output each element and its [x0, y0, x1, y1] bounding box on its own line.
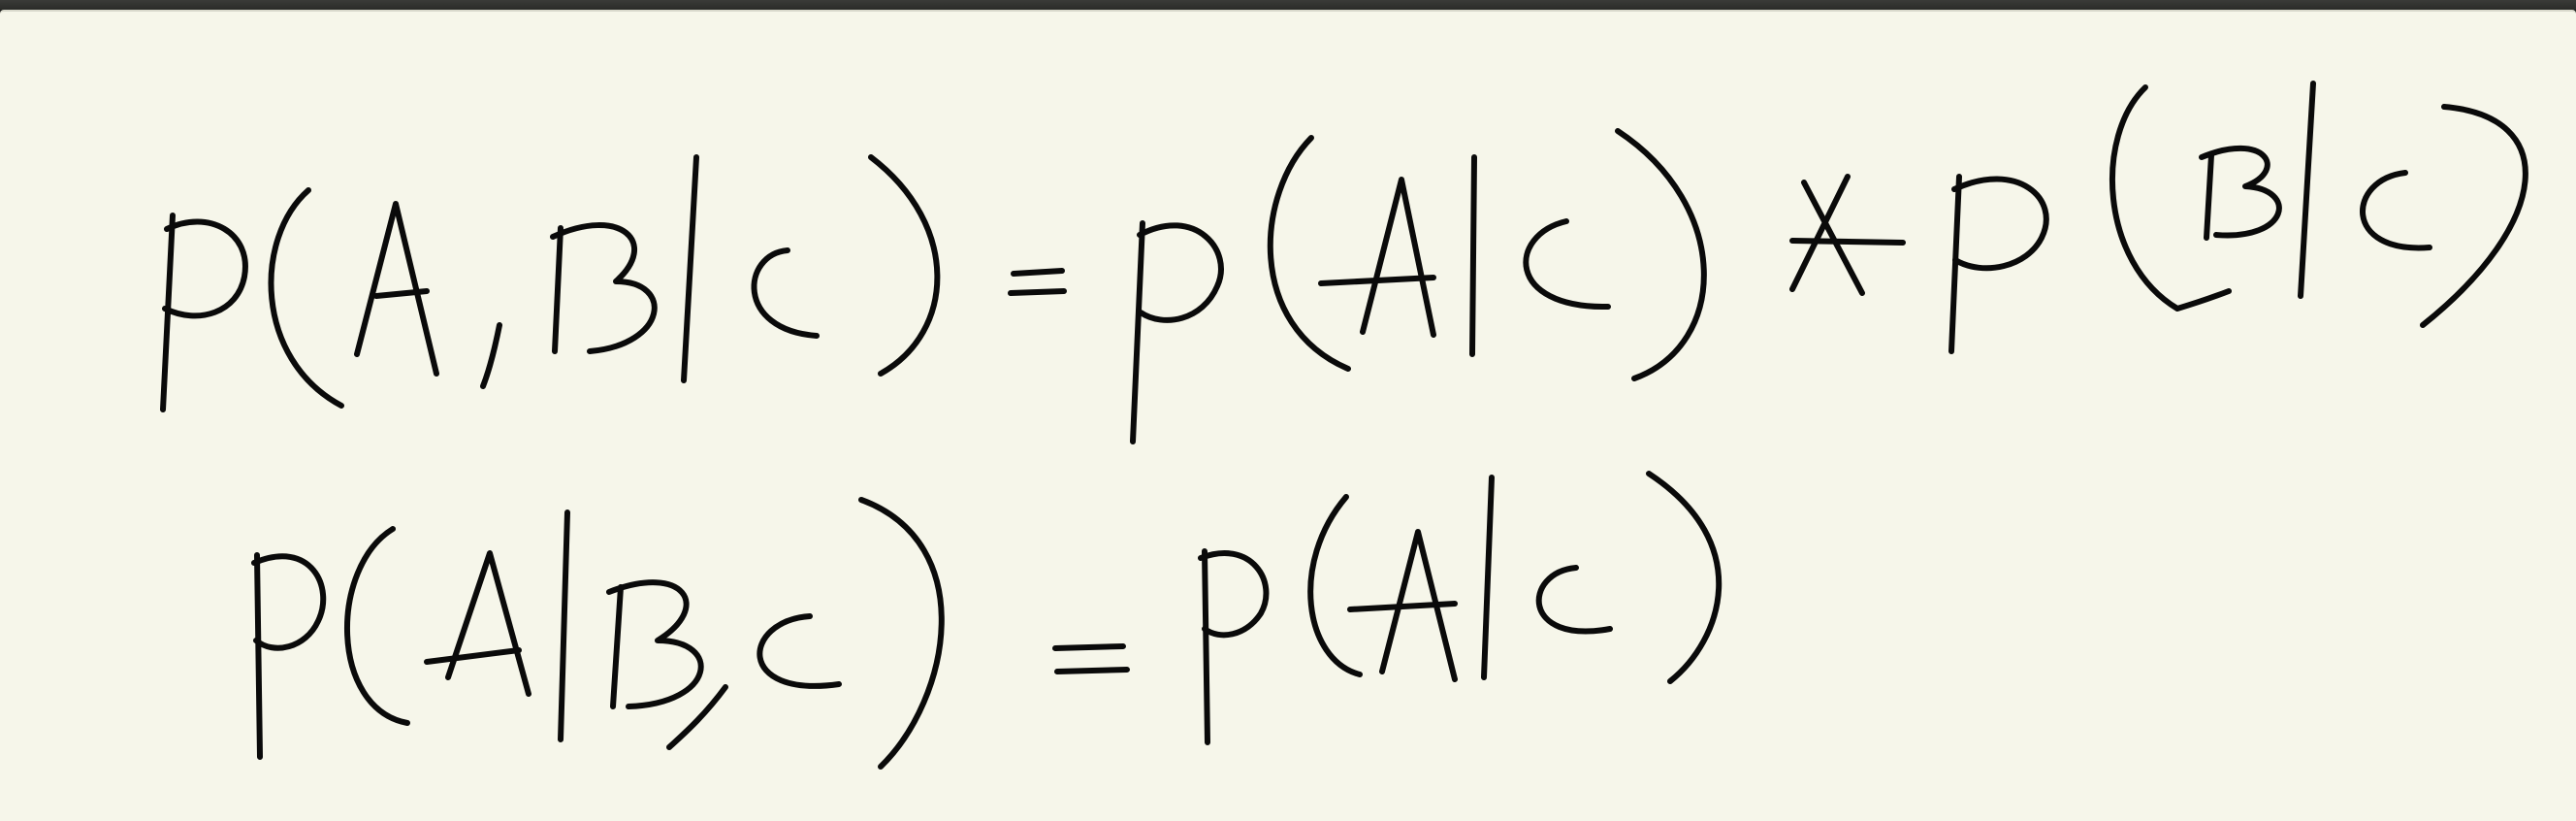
equation-1 [163, 83, 2526, 442]
eq1-c2 [1526, 221, 1608, 307]
eq1-open-paren-1 [272, 190, 341, 406]
eq1-close-paren-2 [1618, 131, 1704, 378]
eq1-equals [1011, 271, 1064, 293]
eq2-bar-1 [561, 512, 567, 739]
eq2-open-paren-2 [1310, 497, 1360, 674]
eq1-bar-3 [2301, 83, 2313, 296]
eq1-a1 [357, 204, 436, 374]
eq1-open-paren-2 [1271, 138, 1348, 369]
eq2-open-paren-1 [347, 529, 407, 723]
eq1-p2 [1133, 223, 1221, 442]
eq1-close-paren-1 [871, 157, 937, 374]
eq2-close-paren-1 [861, 500, 942, 767]
eq2-a2 [1350, 532, 1455, 679]
eq1-c1 [754, 250, 817, 336]
eq1-p3 [1951, 177, 2046, 351]
eq1-asterisk [1792, 177, 1903, 293]
eq1-close-paren-3 [2423, 107, 2526, 325]
eq1-c3 [2363, 173, 2430, 247]
eq2-c1 [759, 616, 839, 686]
eq1-bar-2 [1472, 157, 1474, 354]
eq1-a2 [1321, 180, 1433, 335]
eq1-p1 [163, 215, 245, 410]
eq2-c2 [1539, 568, 1610, 632]
eq2-b1 [609, 582, 701, 706]
eq1-comma-1 [483, 325, 499, 386]
eq2-p1 [254, 555, 323, 757]
eq2-a1 [427, 553, 529, 694]
eq2-bar-2 [1484, 477, 1492, 677]
eq1-b1 [553, 225, 655, 351]
eq1-b2 [2202, 148, 2279, 238]
equation-2 [254, 474, 1719, 767]
eq1-bar-1 [684, 157, 696, 380]
eq2-p2 [1201, 551, 1266, 742]
eq2-close-paren-2 [1649, 474, 1719, 681]
eq2-equals [1055, 646, 1127, 672]
